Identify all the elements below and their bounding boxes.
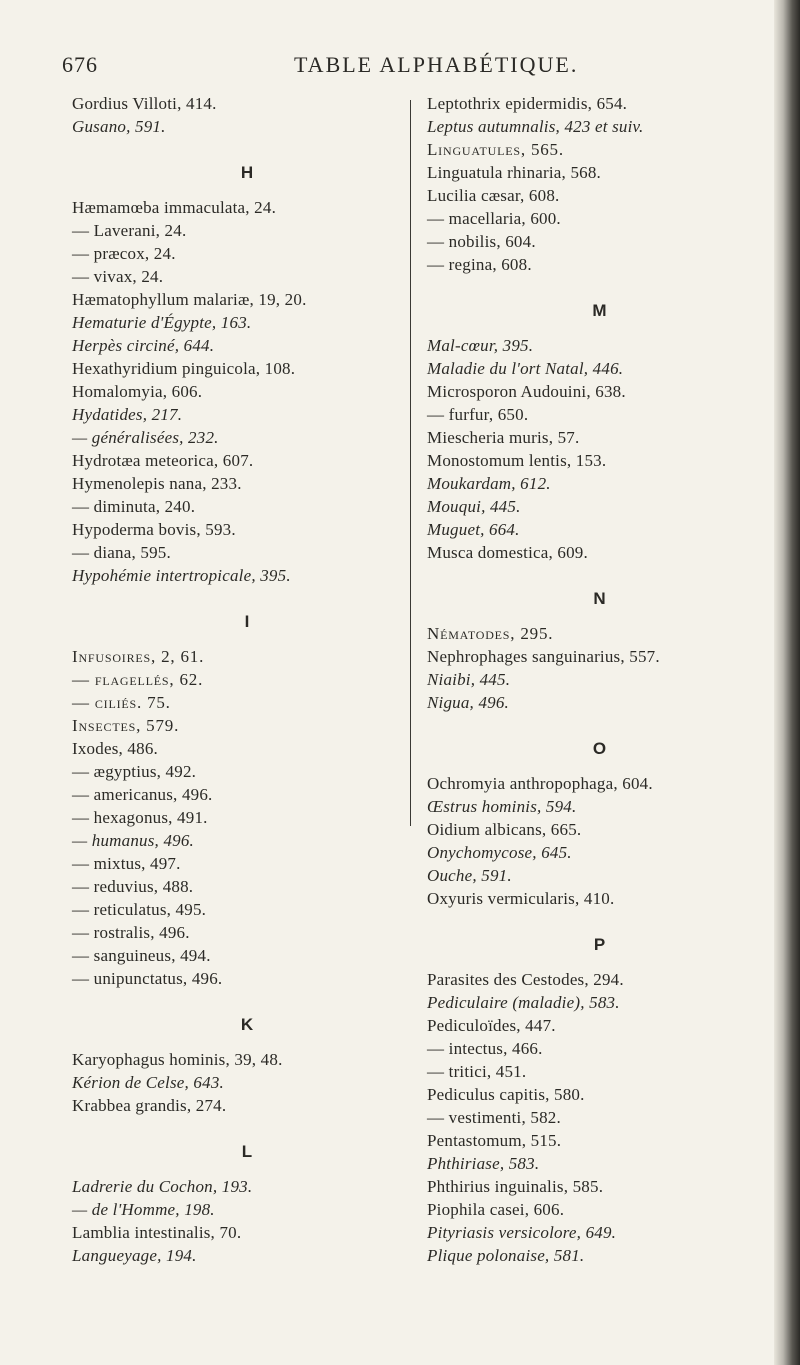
- index-entry: Phthirius inguinalis, 585.: [427, 1177, 604, 1196]
- page-number: 676: [62, 52, 98, 77]
- index-entry: Gusano, 591.: [72, 117, 166, 136]
- index-entry: Krabbea grandis, 274.: [72, 1096, 227, 1115]
- index-entry: Pediculus capitis, 580.: [427, 1085, 585, 1104]
- index-entry: Parasites des Cestodes, 294.: [427, 970, 624, 989]
- index-entry: Nigua, 496.: [427, 693, 510, 712]
- index-entry: — rostralis, 496.: [72, 923, 190, 942]
- index-entry: Œstrus hominis, 594.: [427, 797, 577, 816]
- index-entry: Nématodes, 295.: [427, 624, 554, 643]
- section-letter-heading: K: [240, 1015, 254, 1034]
- index-entry: Hymenolepis nana, 233.: [72, 474, 242, 493]
- index-entry: — vivax, 24.: [72, 267, 164, 286]
- column-divider: [410, 100, 411, 826]
- index-entry: Pediculaire (maladie), 583.: [427, 993, 620, 1012]
- index-entry: — hexagonus, 491.: [72, 808, 208, 827]
- spacer: [72, 184, 422, 196]
- index-entry: Monostomum lentis, 153.: [427, 451, 607, 470]
- spacer: [427, 564, 772, 587]
- index-entry: Pentastomum, 515.: [427, 1131, 562, 1150]
- spacer: [72, 990, 422, 1013]
- index-entry: — ægyptius, 492.: [72, 762, 197, 781]
- index-entry: Miescheria muris, 57.: [427, 428, 580, 447]
- index-entry: Phthiriase, 583.: [427, 1154, 540, 1173]
- index-entry: — humanus, 496.: [72, 831, 195, 850]
- index-entry: Kérion de Celse, 643.: [72, 1073, 224, 1092]
- spacer: [72, 1117, 422, 1140]
- index-entry: Lucilia cæsar, 608.: [427, 186, 560, 205]
- index-entry: Pediculoïdes, 447.: [427, 1016, 556, 1035]
- index-entry: — reticulatus, 495.: [72, 900, 207, 919]
- index-entry: — unipunctatus, 496.: [72, 969, 223, 988]
- index-entry: Oidium albicans, 665.: [427, 820, 582, 839]
- index-entry: — généralisées, 232.: [72, 428, 219, 447]
- spacer: [72, 1163, 422, 1175]
- index-entry: — diana, 595.: [72, 543, 171, 562]
- index-entry: Hypohémie intertropicale, 395.: [72, 566, 291, 585]
- index-column-left: [72, 92, 422, 1267]
- index-entry: Insectes, 579.: [72, 716, 180, 735]
- index-entry: Mouqui, 445.: [427, 497, 521, 516]
- index-entry: Hæmatophyllum malariæ, 19, 20.: [72, 290, 307, 309]
- index-entry: Herpès circiné, 644.: [72, 336, 215, 355]
- section-letter-heading: I: [244, 612, 250, 631]
- index-entry: — ciliés. 75.: [72, 693, 171, 712]
- index-entry: — Laverani, 24.: [72, 221, 187, 240]
- spacer: [427, 714, 772, 737]
- index-entry: Nephrophages sanguinarius, 557.: [427, 647, 660, 666]
- index-entry: — flagellés, 62.: [72, 670, 204, 689]
- index-entry: Microsporon Audouini, 638.: [427, 382, 626, 401]
- index-entry: — præcox, 24.: [72, 244, 176, 263]
- index-entry: Musca domestica, 609.: [427, 543, 588, 562]
- index-entry: Linguatula rhinaria, 568.: [427, 163, 602, 182]
- spacer: [72, 138, 422, 161]
- index-entry: Moukardam, 612.: [427, 474, 551, 493]
- index-entry: — regina, 608.: [427, 255, 532, 274]
- index-entry: Onychomycose, 645.: [427, 843, 572, 862]
- index-entry: Hydatides, 217.: [72, 405, 183, 424]
- index-entry: Lamblia intestinalis, 70.: [72, 1223, 242, 1242]
- running-title: TABLE ALPHABÉTIQUE.: [294, 52, 579, 77]
- index-entry: Hydrotæa meteorica, 607.: [72, 451, 254, 470]
- index-entry: — mixtus, 497.: [72, 854, 181, 873]
- spacer: [72, 587, 422, 610]
- section-letter-heading: N: [593, 589, 606, 608]
- index-entry: Piophila casei, 606.: [427, 1200, 565, 1219]
- spacer: [72, 1036, 422, 1048]
- index-entry: Plique polonaise, 581.: [427, 1246, 585, 1265]
- index-entry: Ladrerie du Cochon, 193.: [72, 1177, 253, 1196]
- index-entry: — furfur, 650.: [427, 405, 529, 424]
- index-entry: Ouche, 591.: [427, 866, 512, 885]
- spacer: [427, 910, 772, 933]
- spacer: [427, 322, 772, 334]
- index-entry: — diminuta, 240.: [72, 497, 196, 516]
- index-entry: Oxyuris vermicularis, 410.: [427, 889, 615, 908]
- index-entry: Leptothrix epidermidis, 654.: [427, 94, 628, 113]
- index-entry: Maladie du l'ort Natal, 446.: [427, 359, 624, 378]
- spacer: [72, 633, 422, 645]
- index-entry: Ochromyia anthropophaga, 604.: [427, 774, 653, 793]
- index-entry: Linguatules, 565.: [427, 140, 564, 159]
- index-entry: Karyophagus hominis, 39, 48.: [72, 1050, 283, 1069]
- index-column-right: [427, 92, 772, 1267]
- index-entry: — tritici, 451.: [427, 1062, 527, 1081]
- page-header: [62, 52, 762, 78]
- page-edge-shadow: [774, 0, 800, 1365]
- index-entry: Hæmamœba immaculata, 24.: [72, 198, 277, 217]
- spacer: [427, 956, 772, 968]
- index-entry: Leptus autumnalis, 423 et suiv.: [427, 117, 644, 136]
- spacer: [427, 276, 772, 299]
- index-entry: — reduvius, 488.: [72, 877, 194, 896]
- index-entry: — intectus, 466.: [427, 1039, 543, 1058]
- index-entry: Ixodes, 486.: [72, 739, 158, 758]
- index-entry: Mal-cœur, 395.: [427, 336, 534, 355]
- section-letter-heading: L: [241, 1142, 253, 1161]
- index-entry: — sanguineus, 494.: [72, 946, 211, 965]
- index-entry: Hexathyridium pinguicola, 108.: [72, 359, 296, 378]
- index-entry: Hypoderma bovis, 593.: [72, 520, 236, 539]
- index-entry: Gordius Villoti, 414.: [72, 94, 217, 113]
- index-entry: Muguet, 664.: [427, 520, 520, 539]
- spacer: [427, 760, 772, 772]
- index-entry: Homalomyia, 606.: [72, 382, 203, 401]
- index-entry: Infusoires, 2, 61.: [72, 647, 205, 666]
- section-letter-heading: O: [592, 739, 607, 758]
- index-entry: — vestimenti, 582.: [427, 1108, 561, 1127]
- index-entry: — macellaria, 600.: [427, 209, 561, 228]
- index-entry: Niaibi, 445.: [427, 670, 511, 689]
- index-entry: Pityriasis versicolore, 649.: [427, 1223, 617, 1242]
- section-letter-heading: P: [593, 935, 606, 954]
- index-entry: Langueyage, 194.: [72, 1246, 197, 1265]
- index-entry: Hematurie d'Égypte, 163.: [72, 313, 252, 332]
- index-entry: — de l'Homme, 198.: [72, 1200, 215, 1219]
- index-entry: — americanus, 496.: [72, 785, 213, 804]
- spacer: [427, 610, 772, 622]
- section-letter-heading: M: [592, 301, 607, 320]
- section-letter-heading: H: [240, 163, 254, 182]
- index-entry: — nobilis, 604.: [427, 232, 536, 251]
